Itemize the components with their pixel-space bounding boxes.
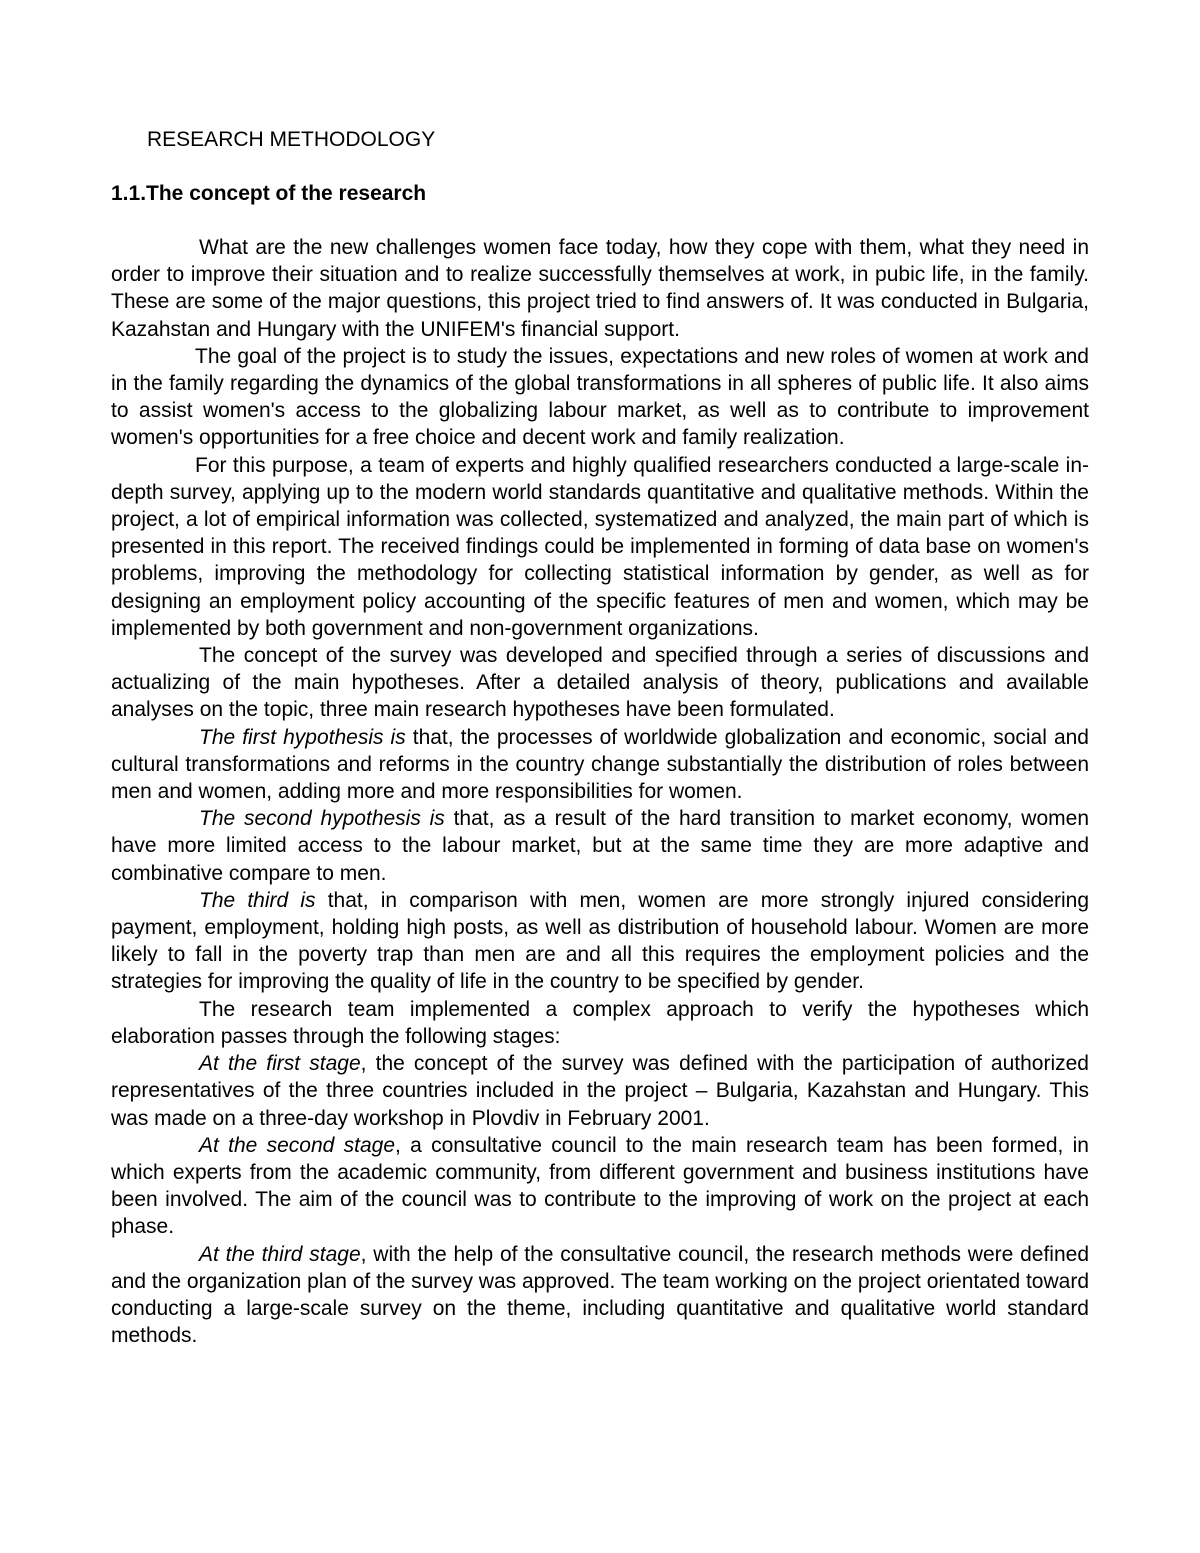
stage-2-text: , a consultative council to the main research team has been formed, in which experts from the academic community, from different government and business institutions have been involved. The aim of the council was to contribute to the improving of work on the project at each phase. [111,1133,1089,1239]
paragraph-hypothesis-3 [111,887,1089,996]
hypothesis-3-lead: The third is [199,888,316,912]
stage-2-lead: At the second stage [199,1133,395,1157]
paragraph-stage-2 [111,1132,1089,1241]
paragraph-1-text: What are the new challenges women face today, how they cope with them, what they need in order to improve their situation and to realize successfully themselves at work, in pubic life, in the family. These are some of the major questions, this project tried to find answers of. It was conducted in Bulgaria, Kazahstan and Hungary with the UNIFEM's financial support. [111,236,1089,341]
paragraph-4 [111,642,1089,724]
paragraph-4-text: The concept of the survey was developed and specified through a series of discussions and actualizing of the main hypotheses. After a detailed analysis of theory, publications and available analyses on the topic, three main research hypotheses have been formulated. [111,644,1089,722]
section-heading: 1.1.The concept of the research [111,182,427,205]
document-title: RESEARCH METHODOLOGY [147,128,436,151]
stage-3-text: , with the help of the consultative council, the research methods were defined and the organization plan of the survey was approved. The team working on the project orientated toward conducting a large-scale survey on the theme, including quantitative and qualitative world standard methods. [111,1242,1090,1348]
hypothesis-2-text: that, as a result of the hard transition to market economy, women have more limited access to the labour market, but at the same time they are more adaptive and combinative compare to men. [111,807,1089,885]
hypothesis-1-lead: The first hypothesis is [199,725,406,749]
paragraph-1 [111,234,1089,343]
paragraph-hypothesis-1 [111,724,1089,806]
hypothesis-1-text: that, the processes of worldwide globalization and economic, social and cultural transformations and reforms in the country change substantially the distribution of roles between men and women, adding more and more responsibilities for women. [111,725,1089,804]
hypothesis-3-text: that, in comparison with men, women are more strongly injured considering payment, employment, holding high posts, as well as distribution of household labour. Women are more likely to fall in the poverty trap than men are and all this requires the employment policies and the strategies for improving the quality of life in the country to be specified by gender. [111,888,1090,994]
stage-1-lead: At the first stage [199,1052,361,1076]
paragraph-3-text: For this purpose, a team of experts and highly qualified researchers conducted a large-scale in- depth survey, applying up to the modern world standards quantitative and qualitative methods. Within the project, a lot of empirical information was collected, systematized and analyzed, the main part of which is presented in this report. The received findings could be implemented in forming of data base on women's problems, improving the methodology for collecting statistical information by gender, as well as for designing an employment policy accounting of the specific features of men and women, which may be implemented by both government and non-government organizations. [111,453,1089,640]
paragraph-approach-text: The research team implemented a complex approach to verify the hypotheses which elaboration passes through the following stages: [111,997,1089,1048]
stage-3-lead: At the third stage [199,1242,361,1266]
paragraph-2 [111,343,1089,452]
paragraph-approach [111,996,1089,1050]
paragraph-stage-1 [111,1050,1089,1132]
paragraph-stage-3 [111,1241,1089,1350]
document-page [111,126,1089,1349]
paragraph-3 [111,452,1089,642]
hypothesis-2-lead: The second hypothesis is [199,807,445,831]
paragraph-2-text: The goal of the project is to study the issues, expectations and new roles of women at work and in the family regarding the dynamics of the global transformations in all spheres of public life. It also aims to assist women's access to the globalizing labour market, as well as to contribute to improvement women's opportunities for a free choice and decent work and family realization. [111,344,1089,450]
paragraph-hypothesis-2 [111,805,1089,887]
stage-1-text: , the concept of the survey was defined with the participation of authorized representatives of the three countries included in the project – Bulgaria, Kazahstan and Hungary. This was made on a three-day workshop in Plovdiv in February 2001. [111,1052,1089,1130]
